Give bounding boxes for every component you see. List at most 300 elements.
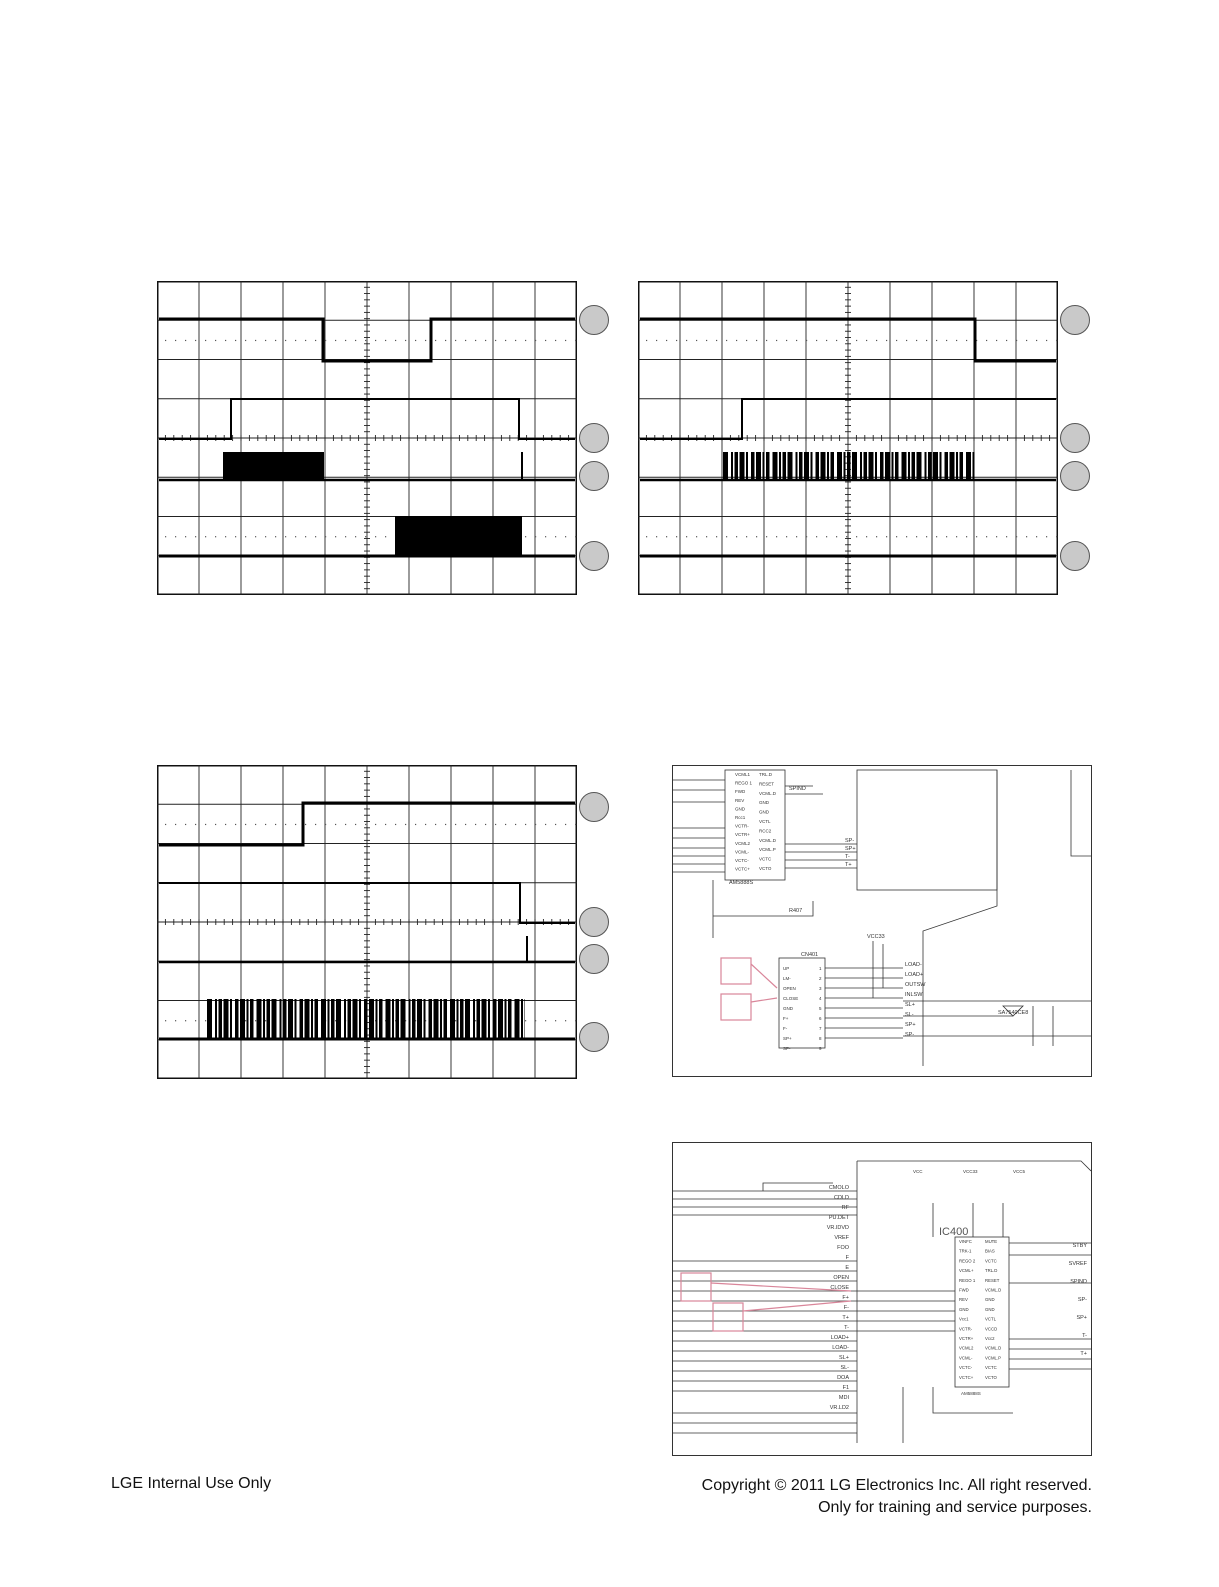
grid-dot xyxy=(315,340,316,341)
channel-marker-4 xyxy=(579,541,609,571)
pulse xyxy=(482,999,487,1039)
grid-dot xyxy=(245,1020,246,1021)
channel-marker-2b xyxy=(1060,423,1090,453)
grid-dot xyxy=(956,340,957,341)
grid-dot xyxy=(676,536,677,537)
connector-pin-label: LM- xyxy=(783,976,791,981)
grid-dot xyxy=(1006,340,1007,341)
pulse xyxy=(735,452,739,480)
grid-dot xyxy=(906,536,907,537)
pulse xyxy=(928,452,932,480)
scope-3-screen xyxy=(157,765,577,1079)
grid-dot xyxy=(525,340,526,341)
grid-dot xyxy=(335,340,336,341)
grid-dot xyxy=(185,1020,186,1021)
grid-dot xyxy=(1046,536,1047,537)
pulse xyxy=(973,452,975,480)
grid-dot xyxy=(706,536,707,537)
grid-dot xyxy=(986,536,987,537)
grid-dot xyxy=(836,536,837,537)
grid-dot xyxy=(876,340,877,341)
pulse xyxy=(272,999,277,1039)
ic-pin-label: MUTE xyxy=(985,1239,998,1244)
pulse xyxy=(409,999,411,1039)
grid-dot xyxy=(435,340,436,341)
ic-pin-label: RESET xyxy=(759,781,775,787)
ic-pin-label: VCML.D xyxy=(759,837,777,843)
grid-dot xyxy=(355,824,356,825)
grid-dot xyxy=(575,536,576,537)
grid-dot xyxy=(305,824,306,825)
oscilloscope-trace-2 xyxy=(638,281,1058,595)
grid-dot xyxy=(265,340,266,341)
grid-dot xyxy=(425,824,426,825)
ic-pin-label: VINFC xyxy=(959,1239,972,1244)
net-label: E xyxy=(845,1265,849,1271)
ic-pin-label: GND xyxy=(985,1306,995,1312)
ic-pin-label: REGO 1 xyxy=(959,1277,976,1283)
grid-dot xyxy=(966,536,967,537)
net-label-spind: SPIND xyxy=(789,786,806,792)
grid-dot xyxy=(826,536,827,537)
grid-dot xyxy=(946,340,947,341)
connector-net-label: SL- xyxy=(905,1012,914,1018)
ic-pin-label: RESET xyxy=(985,1277,1000,1283)
grid-dot xyxy=(415,824,416,825)
ic-pin-label: VCTO xyxy=(985,1374,997,1380)
grid-dot xyxy=(666,340,667,341)
grid-dot xyxy=(375,824,376,825)
grid-dot xyxy=(676,340,677,341)
pulse xyxy=(460,999,464,1039)
pulse xyxy=(746,452,748,480)
grid-dot xyxy=(235,536,236,537)
grid-dot xyxy=(565,536,566,537)
pulse xyxy=(763,452,765,480)
pulse xyxy=(821,452,826,480)
grid-dot xyxy=(1016,536,1017,537)
grid-dot xyxy=(475,824,476,825)
grid-dot xyxy=(215,536,216,537)
pulse xyxy=(723,452,728,480)
grid-dot xyxy=(896,340,897,341)
pulse xyxy=(473,999,475,1039)
grid-dot xyxy=(866,536,867,537)
net-label: SP- xyxy=(1077,1297,1087,1303)
pulse xyxy=(751,452,755,480)
grid-dot xyxy=(976,536,977,537)
pulse xyxy=(966,452,971,480)
net-label: STBY xyxy=(1072,1243,1087,1249)
pulse xyxy=(224,999,229,1039)
grid-dot xyxy=(756,536,757,537)
grid-dot xyxy=(936,536,937,537)
pulse xyxy=(331,999,335,1039)
grid-dot xyxy=(465,340,466,341)
pulse xyxy=(295,999,297,1039)
net-label: VR.LD2 xyxy=(829,1405,849,1411)
grid-dot xyxy=(726,340,727,341)
ic-pin-label: TRK-1 xyxy=(959,1248,972,1254)
grid-dot xyxy=(205,824,206,825)
grid-dot xyxy=(165,536,166,537)
ic-pin-label: VCML1 xyxy=(735,772,751,777)
grid-dot xyxy=(405,824,406,825)
pulse xyxy=(267,999,271,1039)
pulse xyxy=(450,999,455,1039)
net-label: F- xyxy=(843,1305,849,1311)
pulse xyxy=(950,452,955,480)
ic-pin-label: FWD xyxy=(959,1287,969,1293)
grid-dot xyxy=(716,340,717,341)
grid-dot xyxy=(445,340,446,341)
schematic-bottom-drawing xyxy=(673,1143,1091,1455)
pulse xyxy=(799,452,803,480)
pulse xyxy=(945,452,949,480)
pulse xyxy=(376,999,378,1039)
grid-dot xyxy=(786,536,787,537)
footer-purpose-line: Only for training and service purposes. xyxy=(818,1499,1092,1516)
grid-dot xyxy=(325,340,326,341)
pulse xyxy=(525,999,526,1039)
grid-dot xyxy=(766,536,767,537)
pulse xyxy=(348,999,352,1039)
grid-dot xyxy=(555,536,556,537)
grid-dot xyxy=(746,536,747,537)
ic-pin-label: VCCD xyxy=(985,1326,998,1332)
net-label: LOAD+ xyxy=(830,1335,849,1341)
grid-dot xyxy=(776,340,777,341)
grid-dot xyxy=(926,536,927,537)
footer-internal-use: LGE Internal Use Only xyxy=(111,1475,272,1492)
grid-dot xyxy=(325,824,326,825)
ic-part-label-bottom: AM5888S xyxy=(961,1391,981,1396)
pulse xyxy=(788,452,793,480)
grid-dot xyxy=(505,340,506,341)
grid-dot xyxy=(205,536,206,537)
net-label: F xyxy=(845,1255,849,1261)
pulse xyxy=(444,999,448,1039)
pulse xyxy=(960,452,964,480)
grid-dot xyxy=(575,824,576,825)
pulse xyxy=(940,452,942,480)
ic-pin-label: VCML- xyxy=(959,1355,973,1361)
grid-dot xyxy=(555,1020,556,1021)
pulse xyxy=(875,452,877,480)
grid-dot xyxy=(385,824,386,825)
pulse xyxy=(837,452,842,480)
pulse xyxy=(457,999,459,1039)
grid-dot xyxy=(195,536,196,537)
pulse xyxy=(488,999,490,1039)
connector-net-label: SL+ xyxy=(905,1002,915,1008)
connector-pin-label: F- xyxy=(783,1026,788,1031)
pulse xyxy=(892,452,894,480)
pulse xyxy=(440,999,442,1039)
channel-marker-3c xyxy=(579,944,609,974)
net-label: FOO xyxy=(837,1245,849,1251)
pulse xyxy=(288,999,293,1039)
net-label: SVREF xyxy=(1068,1261,1087,1267)
ic-pin-label: VCML+ xyxy=(959,1268,974,1274)
grid-dot xyxy=(195,1020,196,1021)
net-label: F1 xyxy=(842,1385,849,1391)
channel-marker-2 xyxy=(579,423,609,453)
connector-pin-number: 7 xyxy=(819,1026,822,1031)
ic-pin-label: TRL.D xyxy=(759,772,773,777)
pulse xyxy=(401,999,406,1039)
grid-dot xyxy=(185,340,186,341)
connector-pin-number: 3 xyxy=(819,986,822,991)
ic-pin-label: VCML.D xyxy=(985,1287,1002,1293)
pulse xyxy=(353,999,358,1039)
connector-net-label: LOAD- xyxy=(905,962,922,968)
grid-dot xyxy=(285,824,286,825)
transistor-label: SA7540CE8 xyxy=(998,1010,1029,1016)
scope-1-screen xyxy=(157,281,577,595)
pulse xyxy=(912,452,916,480)
connector-pin-label: UP xyxy=(783,966,790,971)
grid-dot xyxy=(716,536,717,537)
grid-dot xyxy=(545,536,546,537)
grid-dot xyxy=(235,340,236,341)
net-label: VREF xyxy=(834,1235,849,1241)
schematic-top-drawing xyxy=(673,766,1091,1076)
grid-dot xyxy=(435,824,436,825)
grid-dot xyxy=(215,824,216,825)
ic-pin-label: RCC2 xyxy=(759,828,772,834)
grid-dot xyxy=(345,536,346,537)
pulse xyxy=(250,999,254,1039)
grid-dot xyxy=(335,824,336,825)
connector-pin-number: 2 xyxy=(819,976,822,981)
channel-marker-2c xyxy=(579,907,609,937)
grid-dot xyxy=(485,824,486,825)
pulse xyxy=(257,999,262,1039)
net-label: SL- xyxy=(840,1365,849,1371)
grid-dot xyxy=(736,340,737,341)
supply-label: VCC33 xyxy=(867,934,885,940)
grid-dot xyxy=(195,824,196,825)
grid-dot xyxy=(255,536,256,537)
grid-dot xyxy=(726,536,727,537)
ic-pin-label: TRL.D xyxy=(985,1268,998,1274)
ic-pin-label: VCTO xyxy=(759,866,772,871)
connector-pin-number: 9 xyxy=(819,1046,822,1051)
connector-net-label: OUTSW xyxy=(905,982,926,988)
net-label: F+ xyxy=(842,1295,849,1301)
connector-net-label: LOAD+ xyxy=(905,972,924,978)
pulse xyxy=(773,452,778,480)
grid-dot xyxy=(545,1020,546,1021)
grid-dot xyxy=(365,824,366,825)
supply-label: VCC xyxy=(913,1169,923,1174)
net-label: T- xyxy=(844,1325,849,1331)
net-label: RF xyxy=(841,1205,849,1211)
net-label: SP- xyxy=(845,838,855,844)
grid-dot xyxy=(1056,536,1057,537)
grid-dot xyxy=(165,340,166,341)
grid-dot xyxy=(575,340,576,341)
pulse xyxy=(283,999,287,1039)
pulse xyxy=(247,999,249,1039)
ic-pin-label: VCML- xyxy=(735,849,750,855)
connector-net-label: SP+ xyxy=(905,1022,916,1028)
ic-pin-label: Vcc1 xyxy=(959,1316,969,1322)
pulse xyxy=(933,452,938,480)
grid-dot xyxy=(385,536,386,537)
grid-dot xyxy=(1026,536,1027,537)
pulse xyxy=(917,452,922,480)
grid-dot xyxy=(205,340,206,341)
grid-dot xyxy=(896,536,897,537)
grid-dot xyxy=(175,824,176,825)
pulse xyxy=(280,999,282,1039)
grid-dot xyxy=(936,340,937,341)
grid-dot xyxy=(555,340,556,341)
grid-dot xyxy=(285,340,286,341)
pulse xyxy=(207,999,212,1039)
ic-pin-label: VCTC xyxy=(759,856,772,862)
grid-dot xyxy=(876,536,877,537)
pulse xyxy=(424,999,426,1039)
connector-pin-label: GND xyxy=(783,1006,793,1011)
schematic-driver-circuit xyxy=(672,1142,1092,1456)
ic-pin-label: GND xyxy=(759,809,769,815)
pulse xyxy=(847,452,851,480)
grid-dot xyxy=(886,340,887,341)
grid-dot xyxy=(265,824,266,825)
grid-dot xyxy=(455,824,456,825)
ic-pin-label: VCML2 xyxy=(735,840,751,846)
grid-dot xyxy=(275,340,276,341)
pulse xyxy=(215,999,217,1039)
grid-dot xyxy=(375,340,376,341)
pulse xyxy=(796,452,798,480)
pulse xyxy=(783,452,787,480)
grid-dot xyxy=(906,340,907,341)
pulse xyxy=(811,452,813,480)
pulse xyxy=(766,452,770,480)
grid-dot xyxy=(265,1020,266,1021)
net-label: T+ xyxy=(1080,1351,1087,1357)
scope-2-screen xyxy=(638,281,1058,595)
grid-dot xyxy=(916,340,917,341)
pulse xyxy=(305,999,310,1039)
pulse xyxy=(869,452,874,480)
grid-dot xyxy=(355,340,356,341)
pulse xyxy=(235,999,239,1039)
grid-dot xyxy=(656,536,657,537)
pulse xyxy=(956,452,958,480)
pulse xyxy=(412,999,416,1039)
grid-dot xyxy=(255,824,256,825)
grid-dot xyxy=(185,824,186,825)
grid-dot xyxy=(706,340,707,341)
grid-dot xyxy=(195,340,196,341)
grid-dot xyxy=(525,536,526,537)
channel-marker-4c xyxy=(579,1022,609,1052)
grid-dot xyxy=(185,536,186,537)
pulse xyxy=(465,999,470,1039)
grid-dot xyxy=(776,536,777,537)
connector-pin-label: CLOSE xyxy=(783,996,799,1001)
grid-dot xyxy=(966,340,967,341)
grid-dot xyxy=(806,340,807,341)
grid-dot xyxy=(415,340,416,341)
grid-dot xyxy=(646,536,647,537)
pulse xyxy=(880,452,884,480)
pulse xyxy=(816,452,820,480)
pulse xyxy=(804,452,809,480)
grid-dot xyxy=(375,536,376,537)
grid-dot xyxy=(345,824,346,825)
pulse xyxy=(831,452,835,480)
net-label: CMOLO xyxy=(828,1185,849,1191)
grid-dot xyxy=(796,536,797,537)
grid-dot xyxy=(225,536,226,537)
footer-copyright xyxy=(702,1475,1092,1519)
grid-dot xyxy=(1056,340,1057,341)
channel-marker-3 xyxy=(579,461,609,491)
connector-pin-label: SP+ xyxy=(783,1036,792,1041)
pulse xyxy=(240,999,245,1039)
grid-dot xyxy=(946,536,947,537)
pulse xyxy=(321,999,326,1039)
pulse xyxy=(336,999,341,1039)
ic-pin-label: VCTR+ xyxy=(959,1336,974,1341)
grid-dot xyxy=(265,536,266,537)
ic-pin-label: Rcc1 xyxy=(735,815,746,820)
grid-dot xyxy=(886,536,887,537)
ic-pin-label: VCTC- xyxy=(959,1365,973,1371)
grid-dot xyxy=(736,536,737,537)
grid-dot xyxy=(215,340,216,341)
oscilloscope-trace-3 xyxy=(157,765,577,1079)
pulse xyxy=(315,999,319,1039)
grid-dot xyxy=(275,824,276,825)
grid-dot xyxy=(345,340,346,341)
grid-dot xyxy=(545,340,546,341)
grid-dot xyxy=(255,1020,256,1021)
grid-dot xyxy=(656,340,657,341)
grid-dot xyxy=(245,340,246,341)
net-label: LOAD- xyxy=(832,1345,849,1351)
ic-pin-label: VCTR+ xyxy=(735,832,750,838)
pulse xyxy=(477,999,481,1039)
pulse xyxy=(344,999,346,1039)
grid-dot xyxy=(866,340,867,341)
grid-dot xyxy=(555,824,556,825)
connector-net-label: SP- xyxy=(905,1032,915,1038)
grid-dot xyxy=(535,340,536,341)
resistor-label: R407 xyxy=(789,908,803,914)
pulse xyxy=(230,999,232,1039)
grid-dot xyxy=(325,536,326,537)
net-label: SP+ xyxy=(1076,1315,1087,1321)
grid-dot xyxy=(1026,340,1027,341)
grid-dot xyxy=(525,824,526,825)
pulse xyxy=(369,999,374,1039)
grid-dot xyxy=(666,536,667,537)
grid-dot xyxy=(255,340,256,341)
pulse xyxy=(392,999,394,1039)
pulse xyxy=(515,999,520,1039)
footer-copyright-line: Copyright © 2011 LG Electronics Inc. All right reserved. xyxy=(701,1477,1092,1494)
ic-pin-label: GND xyxy=(985,1297,995,1303)
pulse xyxy=(505,999,507,1039)
pulse xyxy=(379,999,383,1039)
